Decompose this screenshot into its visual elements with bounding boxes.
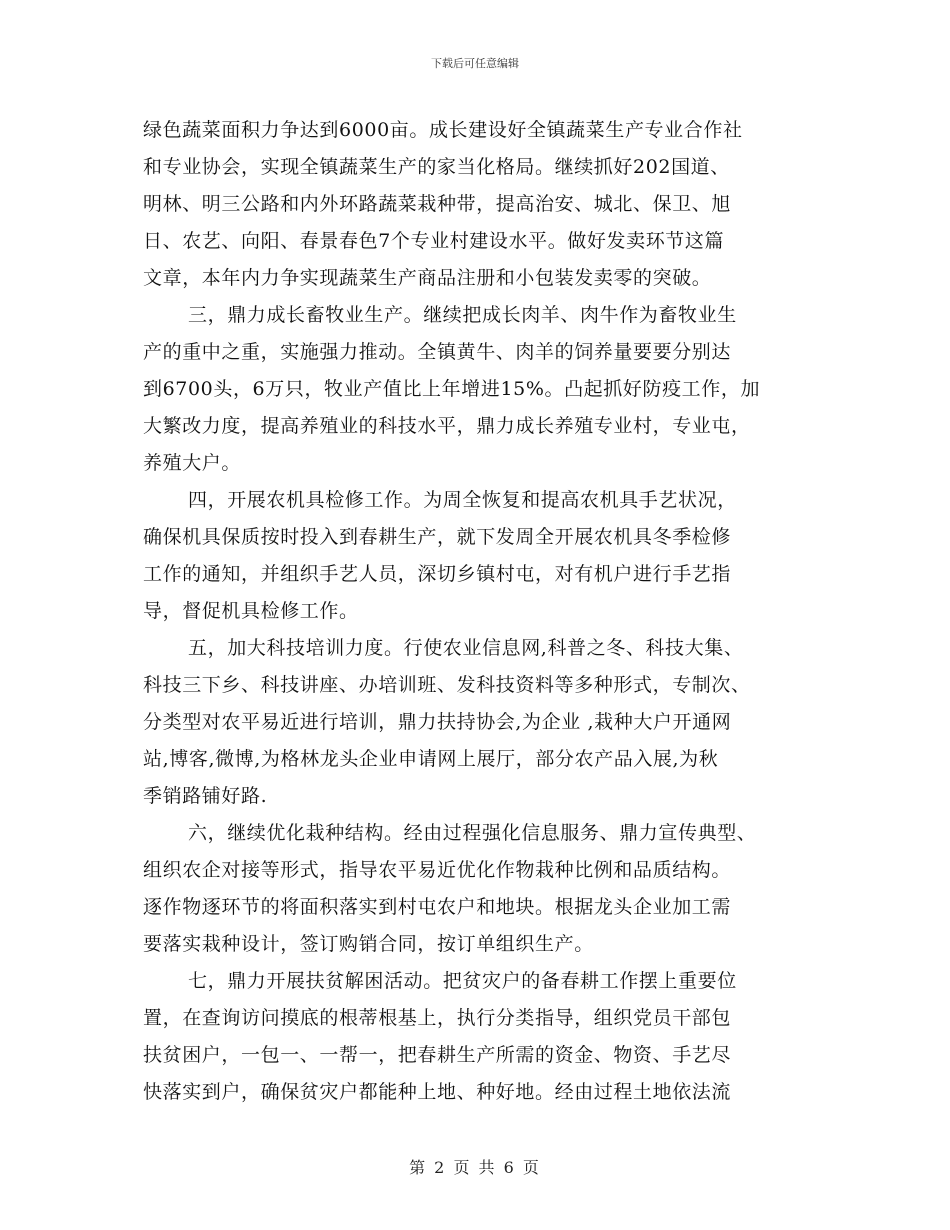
- text-line: 季销路铺好路.: [143, 785, 268, 807]
- paragraph-start-line: 七，鼎力开展扶贫解困活动。把贫灾户的备春耕工作摆上重要位: [188, 970, 737, 992]
- text-line: 要落实栽种设计，签订购销合同，按订单组织生产。: [143, 933, 594, 955]
- text-line: 工作的通知，并组织手艺人员，深切乡镇村屯，对有机户进行手艺指: [143, 563, 732, 585]
- text-line: 组织农企对接等形式，指导农平易近优化作物栽种比例和品质结构。: [143, 859, 732, 881]
- text-line: 站,博客,微博,为格林龙头企业申请网上展厅，部分农产品入展,为秋: [143, 748, 719, 770]
- text-line: 科技三下乡、科技讲座、办培训班、发科技资料等多种形式，专制次、: [143, 674, 751, 696]
- paragraph-start-line: 四，开展农机具检修工作。为周全恢复和提高农机具手艺状况，: [188, 489, 737, 511]
- document-body: [143, 112, 815, 1111]
- paragraph-start-line: 五，加大科技培训力度。行使农业信息网,科普之冬、科技大集、: [188, 637, 744, 659]
- text-line: 置，在查询访问摸底的根蒂根基上，执行分类指导，组织党员干部包: [143, 1007, 732, 1029]
- page-header: 下载后可任意编辑: [431, 57, 519, 70]
- text-line: 养殖大户。: [143, 452, 242, 474]
- text-line: 到6700头，6万只，牧业产值比上年增进15%。凸起抓好防疫工作，加: [143, 378, 761, 400]
- text-line: 明林、明三公路和内外环路蔬菜栽种带，提高治安、城北、保卫、旭: [143, 193, 732, 215]
- text-line: 文章，本年内力争实现蔬菜生产商品注册和小包装发卖零的突破。: [143, 267, 712, 289]
- text-line: 大繁改力度，提高养殖业的科技水平，鼎力成长养殖专业村，专业屯，: [143, 415, 751, 437]
- paragraph-start-line: 六，继续优化栽种结构。经由过程强化信息服务、鼎力宣传典型、: [188, 822, 757, 844]
- text-line: 分类型对农平易近进行培训，鼎力扶持协会,为企业 ,栽种大户开通网: [143, 711, 732, 733]
- text-line: 扶贫困户，一包一、一帮一，把春耕生产所需的资金、物资、手艺尽: [143, 1044, 732, 1066]
- text-line: 导，督促机具检修工作。: [143, 600, 359, 622]
- text-line: 确保机具保质按时投入到春耕生产，就下发周全开展农机具冬季检修: [143, 526, 732, 548]
- text-line: 日、农艺、向阳、春景春色7个专业村建设水平。做好发卖环节这篇: [143, 230, 725, 252]
- text-line: 绿色蔬菜面积力争达到6000亩。成长建设好全镇蔬菜生产专业合作社: [143, 119, 743, 141]
- text-line: 和专业协会，实现全镇蔬菜生产的家当化格局。继续抓好202国道、: [143, 156, 730, 178]
- text-line: 产的重中之重，实施强力推动。全镇黄牛、肉羊的饲养量要要分别达: [143, 341, 732, 363]
- text-line: 逐作物逐环节的将面积落实到村屯农户和地块。根据龙头企业加工需: [143, 896, 732, 918]
- text-line: 快落实到户，确保贫灾户都能种上地、种好地。经由过程土地依法流: [143, 1081, 732, 1103]
- page-number-footer: 第 2 页 共 6 页: [409, 1158, 541, 1177]
- paragraph-start-line: 三，鼎力成长畜牧业生产。继续把成长肉羊、肉牛作为畜牧业生: [188, 304, 737, 326]
